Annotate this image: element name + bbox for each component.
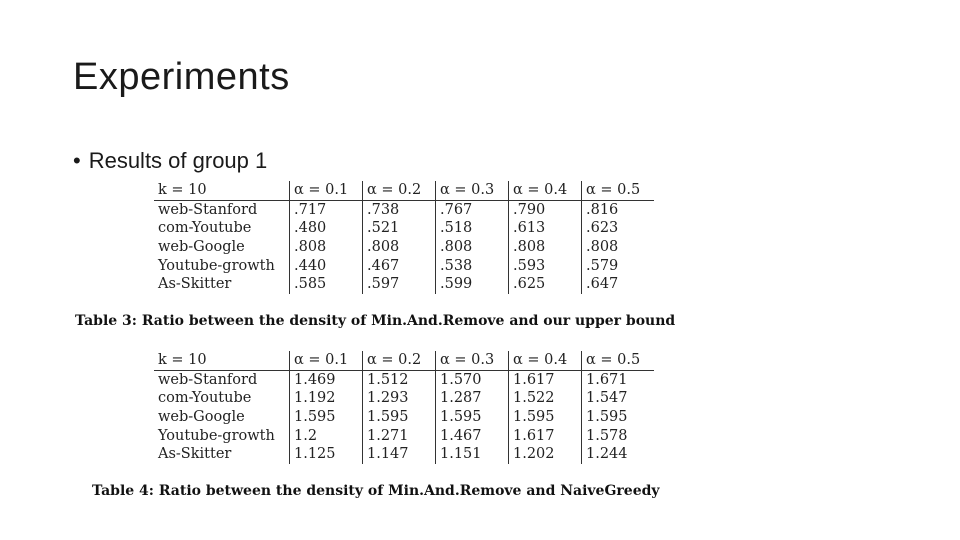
header-cell: α = 0.4	[509, 351, 582, 370]
table-cell: 1.617	[509, 370, 582, 389]
table-cell: .579	[586, 257, 619, 274]
bullet-item	[73, 148, 267, 174]
bullet-marker: •	[73, 148, 81, 173]
table-cell: web-Stanford	[154, 200, 290, 219]
table-cell: 1.570	[436, 370, 509, 389]
table-cell: As-Skitter	[154, 275, 290, 294]
table-header-row	[154, 351, 654, 370]
table-3-caption: Table 3: Ratio between the density of Min.And.Remove and our upper bound	[75, 313, 676, 329]
table-cell: 1.287	[436, 389, 509, 408]
table-cell: 1.671	[586, 371, 628, 388]
table-cell: 1.192	[290, 389, 363, 408]
table-cell: 1.202	[509, 445, 582, 464]
table-cell: 1.293	[363, 389, 436, 408]
table-cell: .808	[436, 238, 509, 257]
table-cell: .518	[436, 219, 509, 238]
table-cell: 1.595	[509, 408, 582, 427]
header-cell: α = 0.1	[290, 351, 363, 370]
results-table-4	[154, 351, 654, 464]
table-cell: .440	[290, 256, 363, 275]
table-cell: .790	[509, 200, 582, 219]
table-row	[154, 200, 654, 219]
header-cell: α = 0.1	[290, 181, 363, 200]
table-cell: .808	[363, 238, 436, 257]
table-cell: As-Skitter	[154, 445, 290, 464]
table-cell: .625	[509, 275, 582, 294]
table-row	[154, 389, 654, 408]
table-cell: .808	[509, 238, 582, 257]
bullet-text: Results of group 1	[88, 148, 268, 173]
table-cell: 1.147	[363, 445, 436, 464]
table-cell: .585	[290, 275, 363, 294]
table-cell: .808	[290, 238, 363, 257]
table-row	[154, 370, 654, 389]
header-cell: α = 0.4	[509, 181, 582, 200]
table-cell: 1.595	[436, 408, 509, 427]
table-cell: .599	[436, 275, 509, 294]
table-cell: 1.578	[586, 427, 628, 444]
table-cell: .613	[509, 219, 582, 238]
table-cell: .480	[290, 219, 363, 238]
table-row	[154, 219, 654, 238]
table-cell: .538	[436, 256, 509, 275]
table-row	[154, 445, 654, 464]
header-cell: α = 0.3	[436, 351, 509, 370]
table-cell: 1.522	[509, 389, 582, 408]
header-cell: α = 0.5	[582, 351, 655, 370]
table-cell: .816	[586, 201, 619, 218]
table-cell: .647	[586, 276, 619, 293]
table-cell: 1.271	[363, 426, 436, 445]
table-cell: web-Google	[154, 238, 290, 257]
header-cell: α = 0.2	[363, 181, 436, 200]
table-cell: .467	[363, 256, 436, 275]
table-cell: 1.595	[363, 408, 436, 427]
table-cell: 1.467	[436, 426, 509, 445]
table-header-row	[154, 181, 654, 200]
table-row	[154, 408, 654, 427]
table-cell: 1.595	[290, 408, 363, 427]
table-cell: 1.617	[509, 426, 582, 445]
table-row	[154, 275, 654, 294]
table-cell: 1.125	[290, 445, 363, 464]
table-cell: .521	[363, 219, 436, 238]
table-cell: .717	[290, 200, 363, 219]
table-cell: .623	[586, 220, 619, 237]
header-cell: k = 10	[154, 351, 290, 370]
table-cell: 1.595	[586, 409, 628, 426]
table-cell: .767	[436, 200, 509, 219]
table-cell: com-Youtube	[154, 219, 290, 238]
table-cell: Youtube-growth	[154, 256, 290, 275]
table-cell: web-Google	[154, 408, 290, 427]
table-cell: com-Youtube	[154, 389, 290, 408]
table-cell: web-Stanford	[154, 370, 290, 389]
table-cell: 1.469	[290, 370, 363, 389]
table-cell: 1.512	[363, 370, 436, 389]
table-cell: 1.547	[586, 390, 628, 407]
table-row	[154, 426, 654, 445]
header-cell: α = 0.2	[363, 351, 436, 370]
slide-title: Experiments	[73, 56, 290, 98]
table-4-caption: Table 4: Ratio between the density of Min.And.Remove and NaiveGreedy	[92, 483, 660, 499]
table-cell: Youtube-growth	[154, 426, 290, 445]
table-cell: .593	[509, 256, 582, 275]
header-cell: k = 10	[154, 181, 290, 200]
results-table-3	[154, 181, 654, 294]
table-cell: 1.2	[290, 426, 363, 445]
table-cell: .597	[363, 275, 436, 294]
table-cell: 1.151	[436, 445, 509, 464]
header-cell: α = 0.5	[582, 181, 655, 200]
header-cell: α = 0.3	[436, 181, 509, 200]
table-cell: .808	[586, 239, 619, 256]
table-row	[154, 238, 654, 257]
table-cell: .738	[363, 200, 436, 219]
table-cell: 1.244	[586, 446, 628, 463]
table-row	[154, 256, 654, 275]
